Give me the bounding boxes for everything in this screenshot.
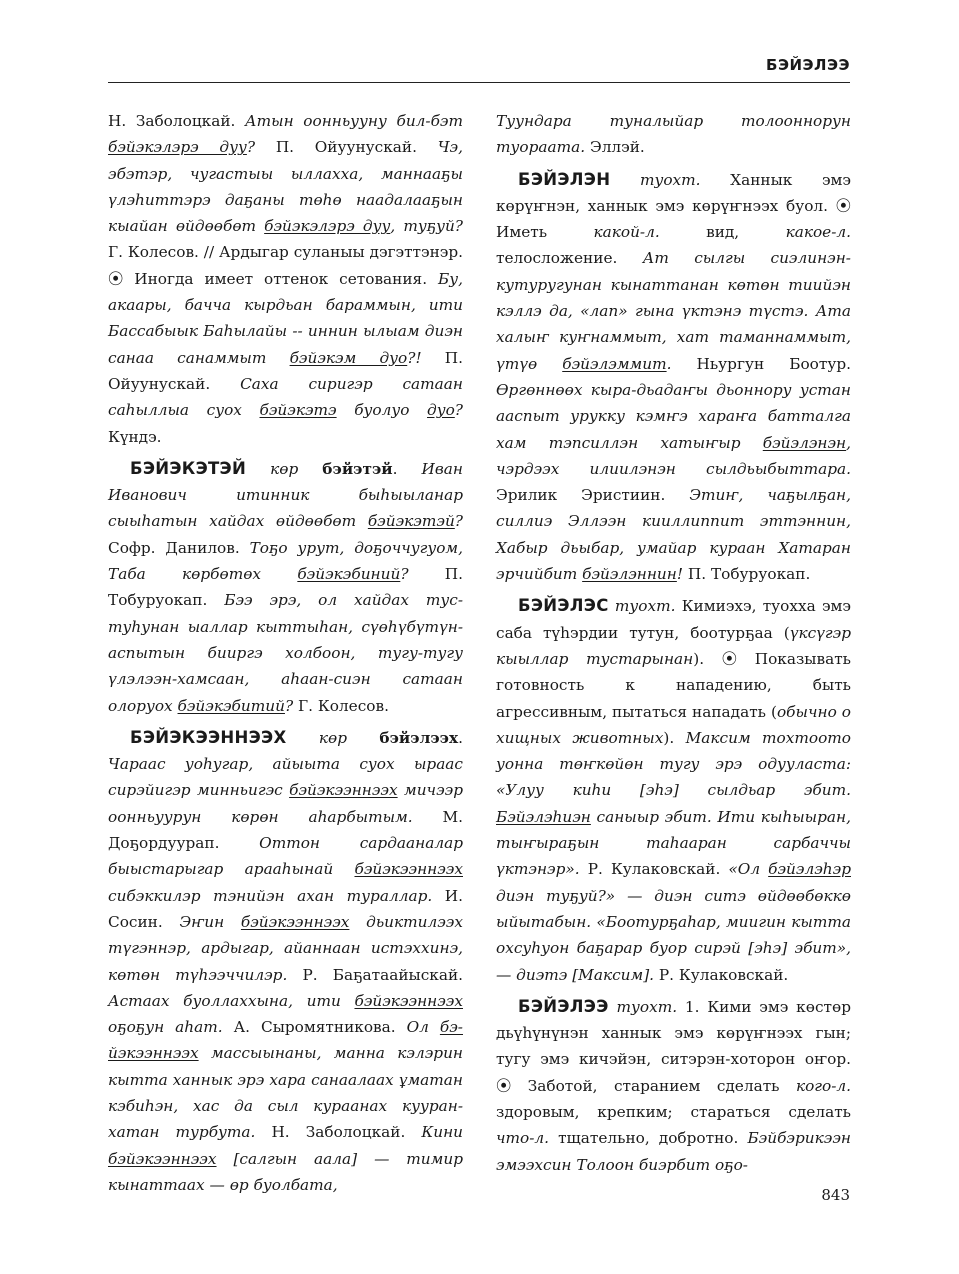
example-text: кого-л. — [795, 1076, 851, 1095]
text-run: вид, — [659, 223, 786, 242]
text-run: ). ⦿ Показывать готовность к нападению, быть агрессивным, пытаться нападать ( — [496, 649, 852, 721]
text-run: . — [392, 459, 422, 478]
example-headword: бэйэлэһэр — [768, 860, 851, 879]
example-headword: бэйэкээннээх — [354, 991, 463, 1010]
example-text: оҕоҕун аһат. — [108, 1018, 234, 1037]
text-run: А. Сыромятникова. — [233, 1018, 407, 1037]
example-headword: бэйэлэннин — [582, 565, 677, 584]
example-text: ? — [400, 565, 445, 584]
headword: БЭЙЭКЭЭННЭЭХ — [130, 727, 287, 747]
headword: БЭЙЭЛЭС — [518, 596, 609, 616]
example-text: . — [666, 354, 697, 373]
example-text: , туҕуй? — [390, 217, 464, 236]
example-text: ? — [284, 696, 299, 715]
text-run: Н. Заболоцкай. — [108, 112, 246, 130]
text-run: . — [458, 728, 463, 747]
example-text: туохт. — [610, 170, 731, 189]
example-text: Максим тохтоото уонна төҥкөйөн тугу эрэ одууласта: «Улуу киһи [эһэ] сылдьар эбит. — [496, 728, 851, 800]
entry-continuation — [108, 108, 463, 450]
example-text: Бу, акаары, баччa кырдьан бараммын, ити Бассабыык Баһылайы -- иннин ылыам диэн санаа санаммыт — [108, 269, 463, 367]
example-text: Бэйбэрикээн эмээхсин Толоон биэрбит оҕо- — [496, 1129, 851, 1174]
text-run: Эрилик Эристиин. — [496, 486, 690, 505]
entry-beyekatey — [108, 456, 463, 719]
example-headword: бэйэлэммит — [562, 354, 667, 373]
text-run: П. Тобуруокап. — [108, 565, 463, 610]
example-headword: бэйэкэтэ — [259, 401, 337, 420]
example-headword: бэйэкээннээх — [108, 1149, 217, 1168]
page-number: 843 — [821, 1186, 850, 1204]
example-headword: бэйэкэбиний — [297, 565, 401, 584]
example-headword: бэйэкэлэрэ дуу — [264, 217, 391, 236]
headword: БЭЙЭЛЭЭ — [518, 996, 609, 1016]
text-run: тщательно, добротно. — [549, 1129, 748, 1148]
text-run: Софр. Данилов. — [108, 538, 250, 557]
header-rule — [108, 82, 850, 83]
example-text: Чэ, эбэтэр, чугастыы ыллахха, маннааҕы үлэһиттэрэ даҕаны төһө наадалааҕын кыайан өйдөөбөт — [108, 138, 463, 236]
text-run: П. Тобуруокап. — [687, 565, 811, 584]
example-text: [салгын аала] — тимир кынаттаах — өр буолбата, — [108, 1149, 463, 1194]
example-text: какой-л. — [593, 223, 660, 242]
text-run: телосложение. — [496, 249, 643, 268]
text-run: Р. Кулаковскай. — [587, 860, 729, 879]
example-text: Бээ эрэ, ол хайдах тус-туһунан ыаллар кыттыһан, сүөһүбүтүн-аспытын бииргэ холбоон, тугу-тугу үлэлээн-хамсаан, аһаан-сиэн сатаан олоруох — [108, 591, 463, 715]
example-text: Туундара туналыйар толооннорун туораата. — [496, 112, 851, 157]
text-run: Күндэ. — [108, 427, 162, 446]
example-text: Кини — [421, 1123, 464, 1142]
text-run: ). — [663, 728, 686, 747]
example-headword: Бэйэлэһиэн — [496, 807, 591, 826]
text-run: Н. Заболоцкай. — [271, 1123, 422, 1142]
example-text: ? — [454, 512, 463, 531]
example-text: Атын оонньууну бил-бэт — [245, 112, 464, 130]
example-headword: бэйэлэнэн — [762, 433, 847, 452]
cross-reference: бэйэтэй — [322, 459, 393, 478]
example-text: ? — [454, 401, 463, 420]
example-text: Этиҥ, чаҕылҕан, силлиэ Эллээн кииллиппит эттэннин, Хабыр дьыбар, умайар кураан Хатаран эрчийбит — [496, 486, 851, 584]
text-run: Г. Колесов. — [298, 696, 389, 715]
example-text: Эҥин — [179, 912, 241, 931]
right-column — [496, 108, 851, 1178]
example-text: Чараас уоһугар, айыыта суох ыраас сирэйигэр минньигэс — [108, 755, 463, 800]
example-headword: дуо — [427, 401, 455, 420]
example-text: туохт. — [608, 997, 685, 1016]
example-text: үксүгэр кыыллар тустарынан — [496, 623, 851, 668]
example-headword: бэйэкэбитий — [177, 696, 285, 715]
text-run: здоровым, крепким; стараться сделать — [496, 1102, 851, 1121]
text-run: П. Ойуунускай. — [275, 138, 438, 157]
example-text: көр — [286, 728, 380, 747]
example-text: буолуо — [336, 401, 428, 420]
example-text: сибэккилэр тэнийэн ахан тураллар. — [108, 886, 445, 905]
example-headword: бэйэкээннээх — [354, 860, 463, 879]
text-run: 1. Кими эмэ көстөр дьүһүнүнэн ханнык эмэ көрүҥнээх гын; тугу эмэ кичэйэн, ситэрэн-хоторон оҥор. ⦿ Заботой, старанием сделать — [496, 997, 851, 1095]
text-run: Ханнык эмэ көрүҥнэн, ханнык эмэ көрүҥнээх буол. ⦿ Иметь — [496, 170, 851, 242]
example-text: туохт. — [608, 597, 682, 616]
example-text: саныыр эбит. Ити кыһыыран, тыҥыраҕын таһааран сарбаччы үктэнэр». — [496, 807, 851, 879]
example-text: Оттон сардааналар быыстарыгар арааһынай — [108, 834, 463, 879]
example-text: мичээр оонньуурун көрөн аһарбытым. — [108, 781, 464, 826]
example-text: «Ол — [728, 860, 769, 879]
headword: БЭЙЭКЭТЭЙ — [130, 458, 247, 478]
text-run: Г. Колесов. // Ардыгар суланыы дэгэттэнэр. ⦿ Иногда имеет оттенок сетования. — [108, 243, 464, 288]
text-run: Ньургун Боотур. — [696, 354, 852, 373]
example-text: массыынаны, манна кэлэрин кытта ханнык эрэ хара санаалаах ұматан кэбиһэн, хас да сыл кураанах кууран-хатан турбута. — [108, 1044, 463, 1142]
text-run: Эллэй. — [589, 138, 645, 157]
example-text: Ат сылгы сиэлинэн-кутуругунан кынаттанан көтөн тиийэн кэллэ да, «лап» гына үктэнэ түстэ. Ата халыҥ куҥнаммыт, хат таманнаммыт, үтүө — [496, 249, 851, 373]
example-headword: бэйэкэм дуо — [289, 348, 408, 367]
left-column — [108, 108, 463, 1198]
example-text: , чэрдээх илиилэнэн сылдьыбыттара. — [496, 433, 851, 478]
text-run: М. Доҕордуурап. — [108, 807, 463, 853]
example-text: диэн туҕуй?» — диэн ситэ өйдөөбөккө ыйытабын. «Боотурҕаһар, миигин кытта охсуһуон баҕарар буор сирэй [эһэ] эбит», — диэтэ [Максим]. — [496, 886, 851, 984]
example-headword: бэйэкээннээх — [289, 781, 398, 800]
example-text: обычно о хищных животных — [496, 702, 851, 747]
example-text: ?! — [407, 348, 445, 367]
example-text: ? — [246, 138, 276, 157]
example-text: Иван Иванович итинник быһыыланар сыыһатын хайдах өйдөөбөт — [108, 459, 463, 531]
example-text: ! — [676, 565, 688, 584]
text-run: Р. Баҕатаайыскай. — [302, 965, 463, 984]
example-text: Ол — [406, 1018, 440, 1037]
entry-beyekeenneekh — [108, 725, 463, 1198]
entry-continuation — [496, 108, 851, 161]
example-headword: бэйэкээннээх — [240, 912, 350, 931]
running-head: БЭЙЭЛЭЭ — [766, 56, 850, 74]
example-text: дьиктилээх түгэннэр, ардыгар, айаннаан истэххинэ, көтөн түһээччилэр. — [108, 912, 463, 984]
text-run: Р. Кулаковскай. — [658, 965, 789, 984]
cross-reference: бэйэлээх — [379, 728, 459, 747]
example-text: какое-л. — [785, 223, 851, 242]
example-headword: бэ-йэкээннээх — [108, 1018, 463, 1063]
example-text: Саха сиригэр сатаан саһыллыа суох — [108, 374, 463, 420]
entry-beyelen — [496, 167, 851, 588]
example-text: Тоҕо урут, доҕоччугуом, Таба көрбөтөх — [108, 538, 463, 584]
example-text: Өргөннөөх кыра-дьадаҥы дьоннору устан аaспыт урукку кэмҥэ хараҥа батталга хам тэпсиллэн хатыҥыр — [496, 380, 851, 452]
example-headword: бэйэкэтэй — [367, 512, 455, 531]
example-text: что-л. — [496, 1129, 550, 1148]
text-run: Кимиэхэ, туохха эмэ саба түһэрдии тутун, боотурҕаа ( — [496, 597, 852, 642]
example-headword: бэйэкэлэрэ дуу — [108, 138, 247, 157]
example-text: Астаах буоллаххына, ити — [108, 991, 355, 1010]
example-text: көр — [246, 459, 323, 478]
entry-beyeles — [496, 593, 851, 987]
text-run: П. Ойуунускай. — [108, 348, 463, 393]
text-run: И. Сосин. — [108, 886, 463, 931]
headword: БЭЙЭЛЭН — [518, 169, 611, 189]
entry-beyelee — [496, 994, 851, 1178]
